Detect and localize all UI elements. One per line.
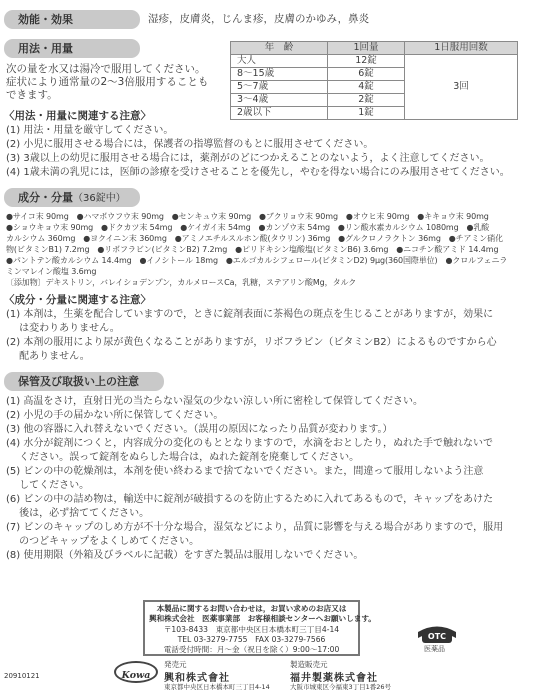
additives-line: 〔添加物〕デキストリン，バレイショデンプン，カルメロースCa，乳糖，ステアリン酸Mg，タルク	[6, 278, 357, 287]
ingredients-heading	[4, 188, 140, 207]
storage-line: (8) 使用期限（外箱及びラベルに記載）をすぎた製品は服用しないでください。	[6, 550, 364, 561]
storage-line: (2) 小児の手の届かない所に保管してください。	[6, 410, 224, 421]
contact-address: 〒103-8433 東京都中央区日本橋本町三丁目4-14	[163, 624, 340, 634]
table-cell-dose: 6錠	[328, 68, 405, 81]
storage-line: (1) 高温をさけ，直射日光の当たらない湿気の少ない涼しい所に密栓して保管してください。	[6, 396, 423, 407]
efficacy-heading: 効能・効果	[4, 10, 140, 29]
efficacy-text: 湿疹，皮膚炎，じんま疹，皮膚のかゆみ，鼻炎	[148, 13, 370, 25]
table-header-dose: 1回量	[328, 42, 405, 55]
storage-line: のつどキャップをよくしめてください。	[6, 536, 200, 547]
table-cell-age: 2歳以下	[231, 107, 328, 120]
seller-name: 興和株式會社	[164, 673, 230, 684]
ingredients-heading-label: 成分・分量	[18, 191, 73, 204]
table-cell-times: 3回	[405, 55, 518, 120]
kowa-logo-text: Kowa	[121, 670, 151, 681]
storage-line: (7) ビンのキャップのしめ方が不十分な場合，湿気などにより，品質に影響を与える場合がありますので，服用	[6, 522, 504, 533]
storage-line: (4) 水分が錠剤につくと，内容成分の変化のもととなりますので，水滴をおとしたり，ぬれた手で触れないで	[6, 438, 493, 449]
otc-label: OTC	[422, 631, 452, 643]
table-header-times: 1日服用回数	[405, 42, 518, 55]
table-cell-dose: 4錠	[328, 81, 405, 94]
ingredient-line: 物(ビタミンB1) 7.2mg ●リボフラビン(ビタミンB2) 7.2mg ●ピリドキシン塩酸塩(ビタミンB6) 3.6mg ●ニコチン酸アミド 14.4mg	[6, 245, 499, 254]
table-row	[231, 55, 518, 68]
dosage-line: 次の量を水又は湯冷で服用してください。	[6, 63, 206, 75]
storage-line: (5) ビンの中の乾燥剤は，本剤を使い終わるまで捨てないでください。また，間違って服用しないよう注意	[6, 466, 484, 477]
ingredient-note-line: (2) 本剤の服用により尿が黄色くなることがありますが，リボフラビン（ビタミンB2）によるものですから心	[6, 337, 497, 348]
table-cell-dose: 2錠	[328, 94, 405, 107]
table-header-age: 年 齢	[231, 42, 328, 55]
ingredient-notes-heading: 〈成分・分量に関連する注意〉	[4, 294, 151, 306]
contact-phone: TEL 03-3279-7755 FAX 03-3279-7566	[177, 634, 326, 644]
maker-label: 製造販売元	[290, 660, 328, 669]
table-cell-dose: 12錠	[328, 55, 405, 68]
ingredient-line: ●パントテン酸カルシウム 14.4mg ●イノシトール 18mg ●エルゴカルシフェロール(ビタミンD2) 9μg(360国際単位) ●クロルフェニラ	[6, 256, 508, 265]
ingredient-line: ミンマレイン酸塩 3.6mg	[6, 267, 97, 276]
dosage-notes-heading: 〈用法・用量に関連する注意〉	[4, 110, 151, 122]
ingredient-line: カルシウム 360mg ●ヨクイニン末 360mg ●アミノエチルスルホン酸(タウリン) 36mg ●グルクロノラクトン 36mg ●チアミン硝化	[6, 234, 503, 243]
storage-line: (3) 他の容器に入れ替えないでください。（誤用の原因になったり品質が変わります。）	[6, 424, 393, 435]
dosage-table	[230, 41, 518, 120]
dosage-note-item: (2) 小児に服用させる場合には，保護者の指導監督のもとに服用させてください。	[6, 139, 374, 150]
ingredient-line: ●ショウキョウ末 90mg ●ドクカツ末 54mg ●ケイガイ末 54mg ●カンゾウ末 54mg ●リン酸水素カルシウム 1080mg ●乳酸	[6, 223, 490, 232]
ingredient-line: ●サイコ末 90mg ●ハマボウフウ末 90mg ●センキュウ末 90mg ●ブクリョウ末 90mg ●オウヒ末 90mg ●キキョウ末 90mg	[6, 212, 489, 221]
product-code: 20910121	[4, 672, 40, 680]
table-cell-age: 5〜7歳	[231, 81, 328, 94]
storage-line: 後は，必ず捨ててください。	[6, 508, 150, 519]
contact-line: 興和株式会社 医薬事業部 お客様相談センターへお願いします。	[149, 614, 376, 624]
ingredient-note-line: 配ありません。	[6, 351, 90, 362]
table-cell-age: 3〜4歳	[231, 94, 328, 107]
storage-line: ください。誤って錠剤をぬらした場合は，ぬれた錠剤を廃棄してください。	[6, 452, 360, 463]
dosage-note-item: (1) 用法・用量を厳守してください。	[6, 125, 174, 136]
storage-heading: 保管及び取扱い上の注意	[4, 372, 164, 391]
dosage-line: 症状により通常量の2〜3倍服用することも	[6, 76, 209, 88]
dosage-heading: 用法・用量	[4, 39, 140, 58]
table-header-row	[231, 42, 518, 55]
storage-line: してください。	[6, 480, 90, 491]
otc-mark	[412, 622, 462, 652]
contact-line: 本製品に関するお問い合わせは，お買い求めのお店又は	[156, 604, 347, 613]
seller-address: 東京都中央区日本橋本町三丁目4-14	[164, 683, 270, 691]
table-cell-age: 大人	[231, 55, 328, 68]
dosage-note-item: (4) 1歳未満の乳児には，医師の診療を受けさせることを優先し，やむを得ない場合にのみ服用させてください。	[6, 167, 510, 178]
seller-label: 発売元	[164, 660, 187, 669]
ingredients-heading-note: （36錠中）	[73, 193, 126, 204]
contact-box	[143, 600, 376, 656]
kowa-logo	[114, 661, 158, 683]
dosage-line: できます。	[6, 89, 58, 101]
contact-hours: 電話受付時間：月〜金（祝日を除く）9:00〜17:00	[163, 645, 340, 655]
storage-line: (6) ビンの中の詰め物は，輸送中に錠剤が破損するのを防止するために入れてあるもので，キャップをあけた	[6, 494, 494, 505]
maker-name: 福井製薬株式會社	[290, 673, 378, 684]
otc-sub: 医薬品	[424, 645, 445, 653]
ingredient-note-line: は変わりありません。	[6, 323, 120, 334]
ingredient-note-line: (1) 本剤は，生薬を配合していますので，ときに錠剤表面に茶褐色の斑点を生じることがありますが，効果に	[6, 309, 494, 320]
maker-address: 大阪市城東区今福東3丁目1番26号	[290, 683, 392, 691]
dosage-note-item: (3) 3歳以上の幼児に服用させる場合には，薬剤がのどにつかえることのないよう，よく注意してください。	[6, 153, 490, 164]
table-cell-dose: 1錠	[328, 107, 405, 120]
table-cell-age: 8〜15歳	[231, 68, 328, 81]
